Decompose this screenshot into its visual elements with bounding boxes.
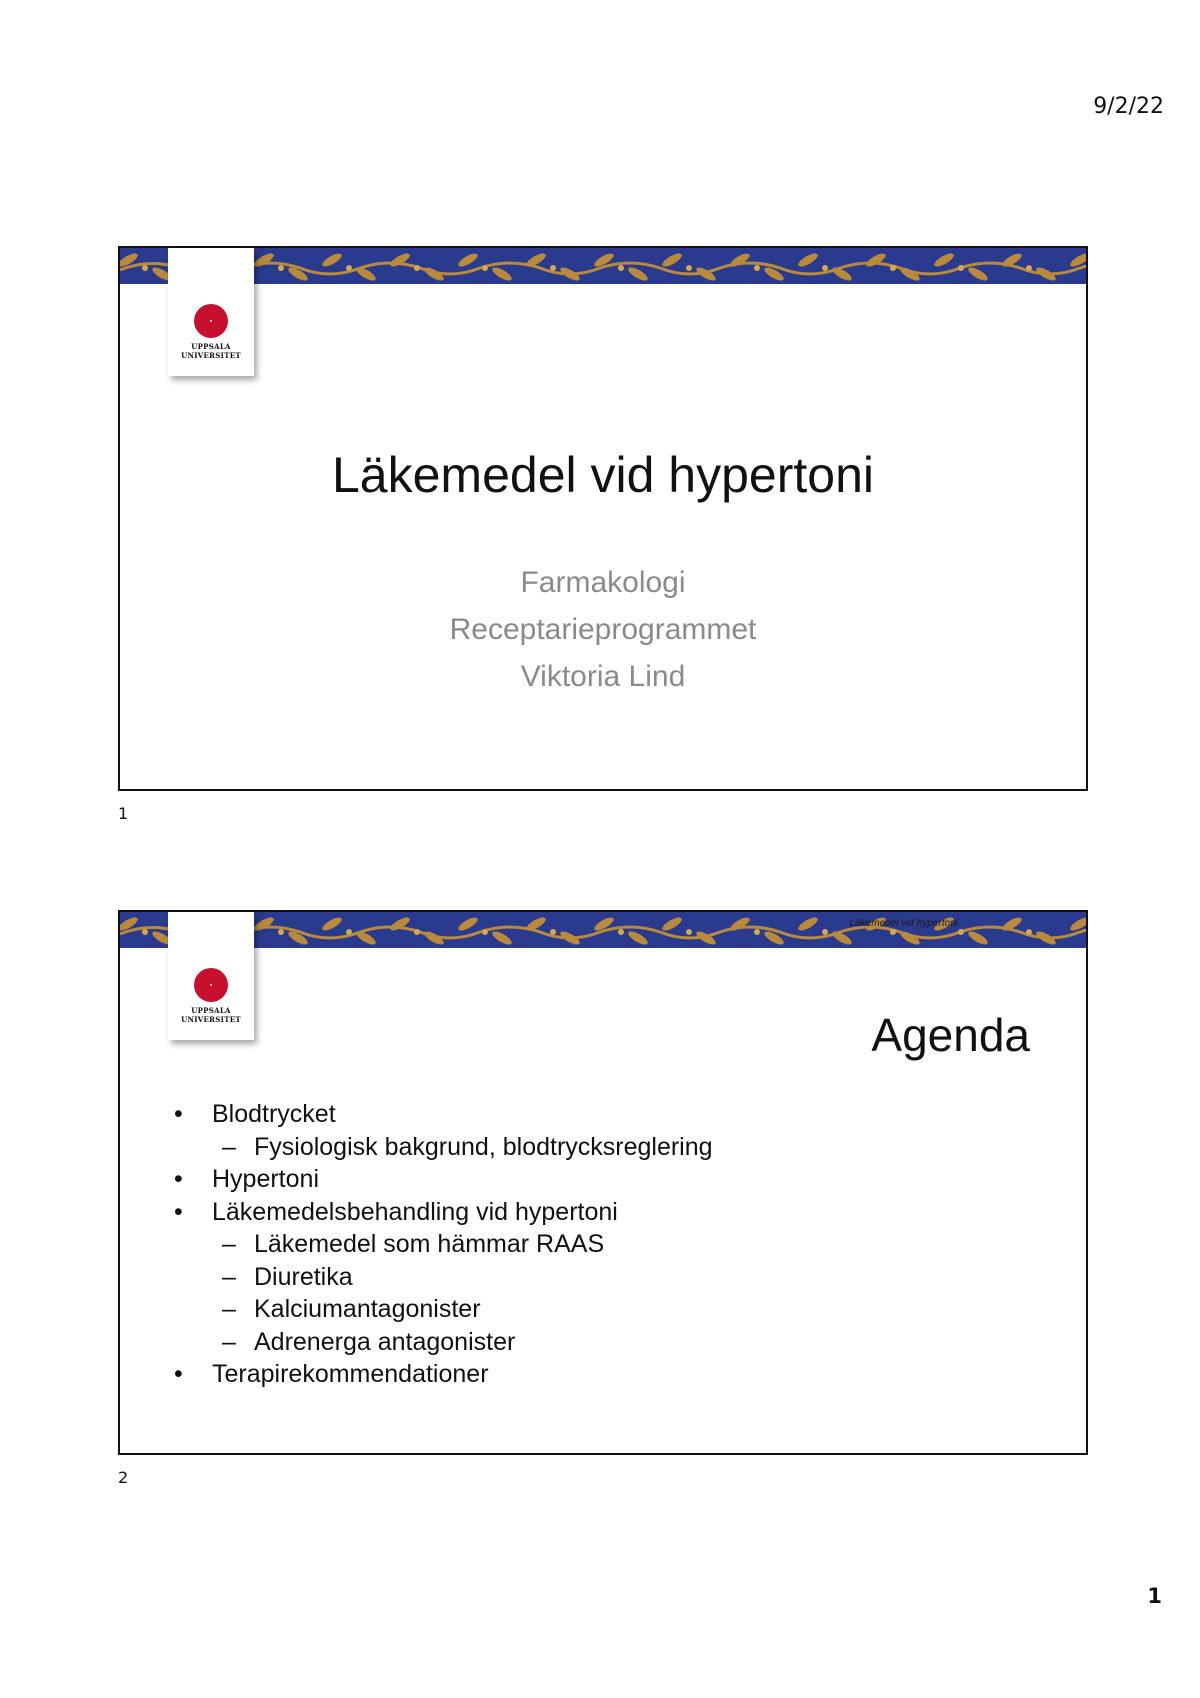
agenda-subitem: – Kalciumantagonister: [172, 1293, 713, 1326]
university-logo: [168, 248, 254, 376]
university-logo: [168, 912, 254, 1040]
ornament-banner: [120, 248, 1086, 284]
slide-title: Agenda: [871, 1009, 1030, 1061]
logo-text: UPPSALA UNIVERSITET: [181, 1006, 241, 1024]
banner-caption: Läkemedel vid hypertoni: [849, 918, 958, 929]
agenda-item: • Blodtrycket: [172, 1098, 713, 1131]
subtitle-course: Farmakologi: [520, 566, 686, 599]
agenda-item: • Terapirekommendationer: [172, 1358, 713, 1391]
page-date: 9/2/22: [1093, 94, 1164, 119]
slide-index: 1: [118, 804, 129, 823]
agenda-list: [172, 1098, 713, 1391]
ornament-banner: [120, 912, 1086, 948]
slide-1: [118, 246, 1088, 791]
agenda-item: • Läkemedelsbehandling vid hypertoni: [172, 1196, 713, 1229]
slide-2: [118, 910, 1088, 1455]
seal-icon: [194, 304, 228, 338]
slide-title: Läkemedel vid hypertoni: [332, 447, 874, 503]
agenda-subitem: – Diuretika: [172, 1261, 713, 1294]
seal-icon: [194, 968, 228, 1002]
slide-subtitles: [120, 559, 1086, 700]
agenda-item: • Hypertoni: [172, 1163, 713, 1196]
page-number: 1: [1147, 1584, 1162, 1608]
agenda-subitem: – Adrenerga antagonister: [172, 1326, 713, 1359]
logo-text: UPPSALA UNIVERSITET: [181, 342, 241, 360]
laurel-ornament-icon: [120, 248, 1086, 284]
slide-index: 2: [118, 1468, 129, 1487]
subtitle-author: Viktoria Lind: [520, 660, 686, 693]
agenda-subitem: – Fysiologisk bakgrund, blodtrycksreglering: [172, 1131, 713, 1164]
agenda-subitem: – Läkemedel som hämmar RAAS: [172, 1228, 713, 1261]
subtitle-program: Receptarieprogrammet: [449, 613, 757, 646]
